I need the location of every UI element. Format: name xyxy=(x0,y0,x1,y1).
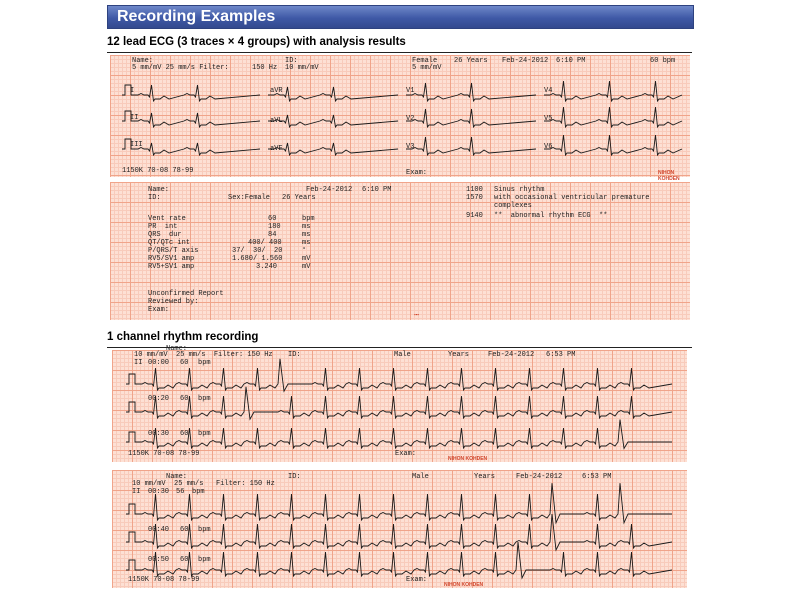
ecg-trace xyxy=(268,87,398,101)
ecg-trace xyxy=(406,137,536,155)
code-text: Sinus rhythm xyxy=(494,186,545,194)
measure-unit: ms xyxy=(302,223,311,231)
header-sex: Female xyxy=(412,57,438,65)
rhythm1-rate-3: 60 xyxy=(180,430,189,438)
rhythm2-unit-3: bpm xyxy=(198,556,211,564)
header-gain1: 10 mm/mV xyxy=(285,64,319,72)
ecg-trace xyxy=(126,483,672,523)
rhythm2-settings: 10 mm/mV 25 mm/s Filter: 150 Hz xyxy=(132,480,275,488)
header-rate: 60 bpm xyxy=(650,57,676,65)
analysis-report xyxy=(110,182,690,320)
ecg-trace xyxy=(544,107,682,127)
section-rule xyxy=(107,52,692,53)
brand-logo: NIHON KOHDEN xyxy=(448,456,488,462)
ecg-trace xyxy=(126,387,672,419)
rhythm2-rate-1: 56 xyxy=(176,488,185,496)
measure-value: 180 xyxy=(268,223,281,231)
rhythm1-exam: Exam: xyxy=(395,450,417,458)
measure-unit: mV xyxy=(302,263,311,271)
header-id-label: ID: xyxy=(285,57,298,65)
measure-unit: ms xyxy=(302,239,311,247)
report-date: Feb-24-2012 xyxy=(306,186,353,194)
ecg-12-lead-strip xyxy=(110,55,690,182)
ecg-trace xyxy=(406,109,536,127)
rhythm1-age: Years xyxy=(448,351,470,359)
ecg-trace xyxy=(544,135,682,155)
report-exam: Exam: xyxy=(148,306,170,314)
lead-label-aVR: aVR xyxy=(270,87,283,95)
rhythm2-name-label: Name: xyxy=(166,473,188,481)
report-status: Unconfirmed Report xyxy=(148,290,224,298)
code-text: complexes xyxy=(494,202,532,210)
rhythm1-settings: 10 mm/mV 25 mm/s Filter: 150 Hz xyxy=(134,351,273,359)
report-name-label: Name: xyxy=(148,186,170,194)
report-time: 6:10 PM xyxy=(362,186,392,194)
ecg-trace xyxy=(122,111,260,127)
rhythm1-sex: Male xyxy=(394,351,411,359)
rhythm2-time-3: 00:50 xyxy=(148,556,170,564)
rhythm2-sex: Male xyxy=(412,473,429,481)
measure-unit: ° xyxy=(302,247,307,255)
rhythm1-date: Feb-24-2012 xyxy=(488,351,535,359)
rhythm1-unit-3: bpm xyxy=(198,430,211,438)
code-number: 9140 xyxy=(466,212,483,220)
lead-label-II: II xyxy=(130,114,139,122)
rhythm1-footer-id: 1150K 70-08 78-99 xyxy=(128,450,200,458)
rhythm1-unit-1: bpm xyxy=(198,359,211,367)
header-filter: 150 Hz xyxy=(252,64,278,72)
footer-exam: Exam: xyxy=(406,169,428,177)
rhythm2-time-2: 00:40 xyxy=(148,526,170,534)
measure-value: 3.240 xyxy=(256,263,278,271)
measure-label: QT/QTc int xyxy=(148,239,191,247)
measure-label: P/QRS/T axis xyxy=(148,247,199,255)
rhythm1-name-label: Name: xyxy=(166,345,188,353)
header-date: Feb-24-2012 xyxy=(502,57,549,65)
measure-value: 1.680/ 1.560 xyxy=(232,255,283,263)
lead-label-V4: V4 xyxy=(544,87,553,95)
footer-id: 1150K 70-08 78-99 xyxy=(122,167,194,175)
section-title-12-lead: 12 lead ECG (3 traces × 4 groups) with analysis results xyxy=(107,36,406,48)
rhythm1-rate-2: 60 xyxy=(180,395,189,403)
lead-label-I: I xyxy=(130,87,135,95)
measure-unit: ms xyxy=(302,231,311,239)
rhythm2-exam: Exam: xyxy=(406,576,428,584)
header-name-label: Name: xyxy=(132,57,154,65)
rhythm1-time-3: 00:30 xyxy=(148,430,170,438)
report-sex: Sex:Female xyxy=(228,194,271,202)
report-id-label: ID: xyxy=(148,194,161,202)
recording-examples-banner xyxy=(107,5,694,29)
lead-label-V6: V6 xyxy=(544,143,553,151)
lead-label-III: III xyxy=(130,141,143,149)
ecg-12-lead-traces xyxy=(110,55,690,177)
rhythm2-date: Feb-24-2012 xyxy=(516,473,563,481)
rhythm1-unit-2: bpm xyxy=(198,395,211,403)
rhythm2-unit-2: bpm xyxy=(198,526,211,534)
lead-label-V2: V2 xyxy=(406,115,415,123)
measure-unit: mV xyxy=(302,255,311,263)
measure-label: RV5/SV1 amp xyxy=(148,255,195,263)
ecg-trace xyxy=(544,81,682,101)
rhythm-strip-1 xyxy=(112,345,687,462)
lead-label-V1: V1 xyxy=(406,87,415,95)
code-number: 1100 xyxy=(466,186,483,194)
brand-logo: NIHON KOHDEN xyxy=(658,170,680,182)
lead-label-V5: V5 xyxy=(544,115,553,123)
ecg-trace xyxy=(406,83,536,101)
measure-label: RV5+SV1 amp xyxy=(148,263,195,271)
section-rule xyxy=(107,347,692,348)
measure-value: 37/ 30/ 20 xyxy=(232,247,283,255)
ecg-trace xyxy=(268,143,398,155)
rhythm1-id-label: ID: xyxy=(288,351,301,359)
code-text: with occasional ventricular premature xyxy=(494,194,650,202)
rhythm1-time: 6:53 PM xyxy=(546,351,576,359)
section-title-rhythm: 1 channel rhythm recording xyxy=(107,331,259,343)
measure-value: 84 xyxy=(268,231,277,239)
code-text: ** abnormal rhythm ECG ** xyxy=(494,212,608,220)
banner-title: Recording Examples xyxy=(117,8,276,25)
rhythm-strip-2 xyxy=(112,470,687,588)
report-age: 26 Years xyxy=(282,194,316,202)
rhythm2-id-label: ID: xyxy=(288,473,301,481)
rhythm2-age: Years xyxy=(474,473,496,481)
rhythm2-lead: II xyxy=(132,488,141,496)
rhythm1-rate-1: 60 xyxy=(180,359,189,367)
rhythm2-unit-1: bpm xyxy=(192,488,205,496)
ecg-trace xyxy=(122,85,260,101)
ecg-trace xyxy=(122,139,260,155)
header-settings: 5 mm/mV 25 mm/s Filter: xyxy=(132,64,229,72)
measure-value: 60 xyxy=(268,215,277,223)
header-time: 6:10 PM xyxy=(556,57,586,65)
rhythm1-time-2: 00:20 xyxy=(148,395,170,403)
rhythm2-rate-2: 60 xyxy=(180,526,189,534)
measure-label: PR int xyxy=(148,223,178,231)
lead-label-V3: V3 xyxy=(406,143,415,151)
rhythm1-time-1: 00:00 xyxy=(148,359,170,367)
rhythm1-lead: II xyxy=(134,359,143,367)
report-footer-mark: ▪▪▪ xyxy=(414,312,419,317)
lead-label-aVF: aVF xyxy=(270,145,283,153)
measure-label: Vent rate xyxy=(148,215,186,223)
rhythm2-time-1: 00:30 xyxy=(148,488,170,496)
rhythm2-rate-3: 60 xyxy=(180,556,189,564)
measure-value: 400/ 400 xyxy=(248,239,282,247)
code-number: 1570 xyxy=(466,194,483,202)
rhythm2-footer-id: 1150K 70-08 78-99 xyxy=(128,576,200,584)
ecg-trace xyxy=(268,115,398,127)
measure-unit: bpm xyxy=(302,215,315,223)
report-reviewed-by: Reviewed by: xyxy=(148,298,199,306)
header-age: 26 Years xyxy=(454,57,488,65)
brand-logo: NIHON KOHDEN xyxy=(444,582,484,588)
measure-label: QRS dur xyxy=(148,231,182,239)
rhythm2-time: 6:53 PM xyxy=(582,473,612,481)
header-gain2: 5 mm/mV xyxy=(412,64,442,72)
lead-label-aVL: aVL xyxy=(270,117,283,125)
